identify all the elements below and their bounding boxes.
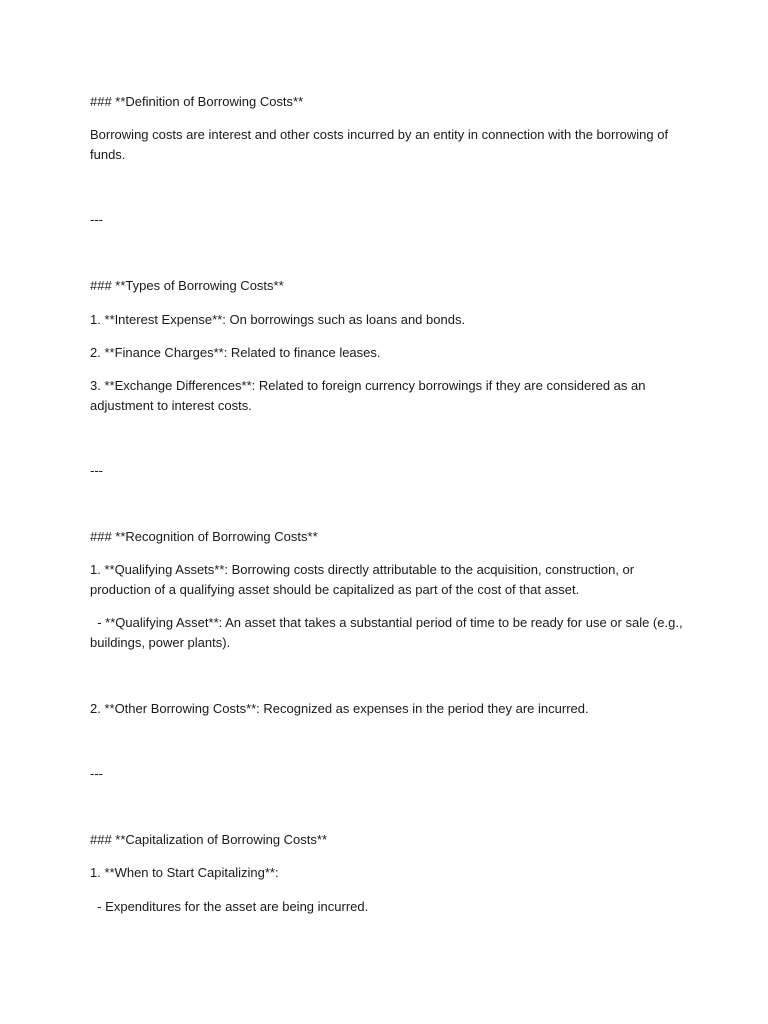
list-item: 1. **When to Start Capitalizing**: (90, 865, 279, 880)
sub-list-item: - Expenditures for the asset are being incurred. (90, 899, 369, 914)
heading-recognition: ### **Recognition of Borrowing Costs** (90, 529, 318, 544)
sub-list-item: - **Qualifying Asset**: An asset that takes a substantial period of time to be ready for use or sale (e.g., (90, 615, 683, 630)
list-item-continuation: adjustment to interest costs. (90, 398, 252, 413)
list-item-continuation: production of a qualifying asset should be capitalized as part of the cost of that asset. (90, 582, 580, 597)
paragraph-line: funds. (90, 147, 126, 162)
list-item: 3. **Exchange Differences**: Related to foreign currency borrowings if they are considered as an (90, 378, 646, 393)
separator: --- (90, 463, 103, 478)
sub-list-item-continuation: buildings, power plants). (90, 635, 231, 650)
list-item: 2. **Finance Charges**: Related to finance leases. (90, 345, 381, 360)
list-item: 1. **Interest Expense**: On borrowings such as loans and bonds. (90, 312, 466, 327)
list-item: 1. **Qualifying Assets**: Borrowing costs directly attributable to the acquisition, construction, or (90, 562, 635, 577)
list-item: 2. **Other Borrowing Costs**: Recognized as expenses in the period they are incurred. (90, 701, 589, 716)
paragraph-line: Borrowing costs are interest and other costs incurred by an entity in connection with the borrowing of (90, 127, 669, 142)
separator: --- (90, 766, 103, 781)
heading-types: ### **Types of Borrowing Costs** (90, 278, 284, 293)
heading-definition: ### **Definition of Borrowing Costs** (90, 94, 304, 109)
separator: --- (90, 212, 103, 227)
heading-capitalization: ### **Capitalization of Borrowing Costs** (90, 832, 328, 847)
